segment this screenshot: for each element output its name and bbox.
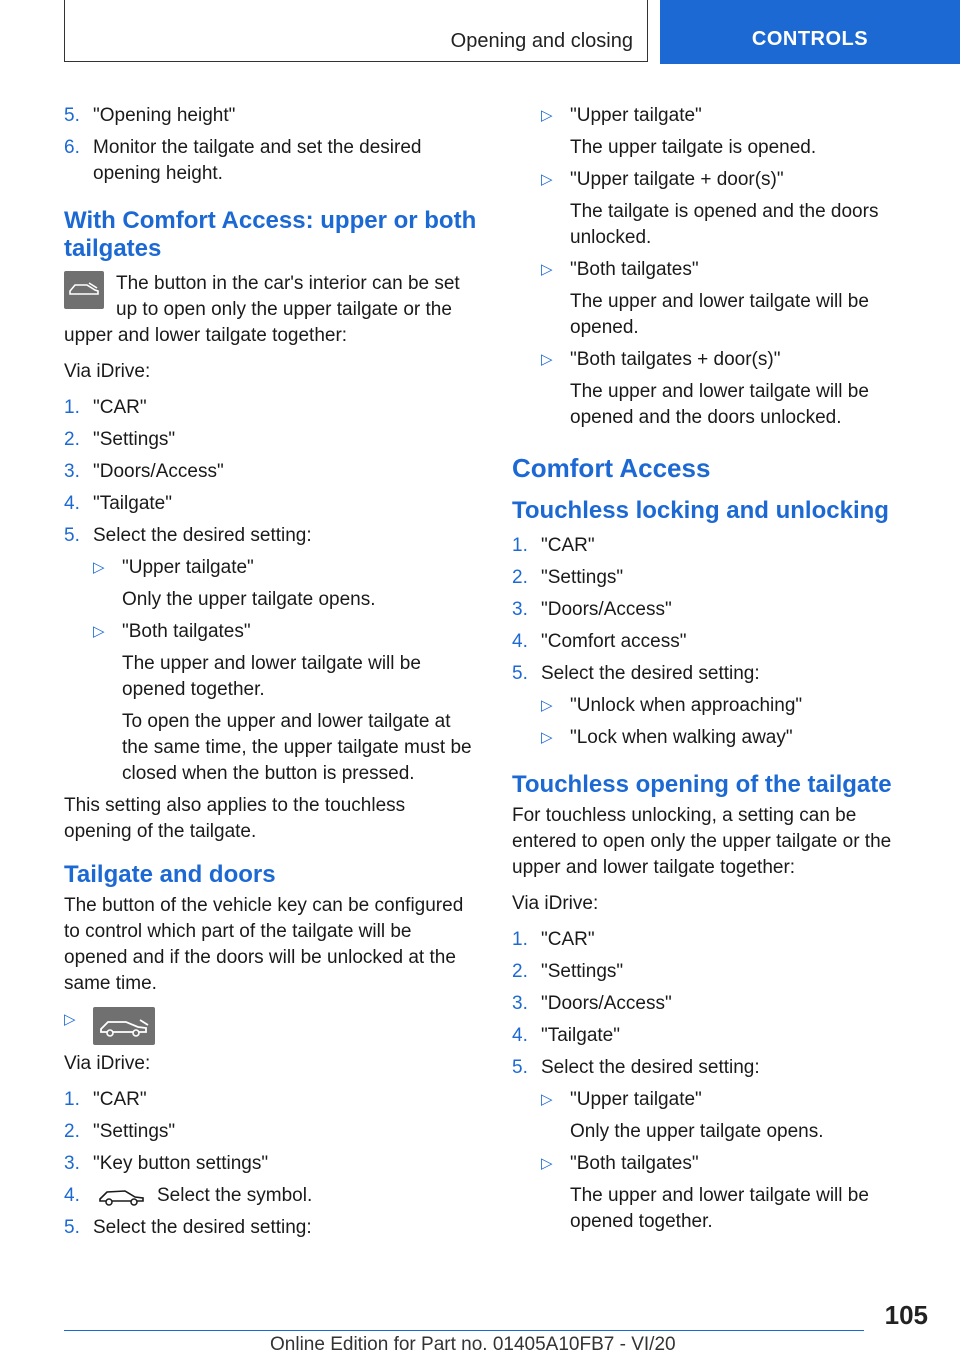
item-number: 2. bbox=[512, 961, 528, 982]
list-item bbox=[512, 565, 914, 591]
left-column bbox=[64, 103, 478, 1247]
item-number: 4. bbox=[512, 1025, 528, 1046]
item-number: 5. bbox=[512, 663, 528, 684]
list-item bbox=[512, 533, 914, 559]
header-frame bbox=[64, 0, 648, 62]
item-text: "CAR" bbox=[541, 535, 595, 556]
item-number: 3. bbox=[64, 1153, 80, 1174]
option-description: The upper and lower tailgate will be opened. bbox=[570, 291, 869, 338]
heading-tailgate-doors: Tailgate and doors bbox=[64, 861, 276, 888]
item-text: "Tailgate" bbox=[93, 493, 172, 514]
option-item bbox=[541, 347, 914, 373]
key-symbol-item bbox=[64, 1007, 478, 1045]
item-text: Select the symbol. bbox=[157, 1185, 313, 1206]
item-text: "Key button settings" bbox=[93, 1153, 269, 1174]
paragraph-text: The button in the car's interior can be set up to open only the upper tailgate or the upper and lower tailgate together: bbox=[64, 273, 460, 346]
list-item bbox=[64, 135, 478, 187]
option-text: "Both tailgates" bbox=[122, 621, 251, 642]
list-item bbox=[64, 491, 478, 517]
bullet-icon: ▷ bbox=[541, 171, 553, 188]
item-text: Select the desired setting: bbox=[541, 1057, 760, 1078]
option-text: "Both tailgates + door(s)" bbox=[570, 349, 781, 370]
heading-comfort-tailgates: With Comfort Access: upper or both tailgates bbox=[64, 207, 477, 262]
item-text: "Comfort access" bbox=[541, 631, 687, 652]
list-item bbox=[64, 523, 478, 549]
bullet-icon: ▷ bbox=[93, 559, 105, 576]
list-item bbox=[64, 1151, 478, 1177]
bullet-icon: ▷ bbox=[541, 1091, 553, 1108]
via-idrive-label: Via iDrive: bbox=[512, 893, 599, 914]
option-text: "Lock when walking away" bbox=[570, 727, 793, 748]
footer-divider bbox=[64, 1330, 864, 1331]
section-title: Opening and closing bbox=[450, 30, 633, 52]
item-text: "Doors/Access" bbox=[541, 993, 672, 1014]
item-text: "CAR" bbox=[93, 1089, 147, 1110]
footer-edition: Online Edition for Part no. 01405A10FB7 - VI/20 bbox=[270, 1334, 676, 1355]
option-text: "Unlock when approaching" bbox=[570, 695, 803, 716]
page-header bbox=[0, 0, 960, 64]
list-item bbox=[64, 1119, 478, 1145]
item-text: "Doors/Access" bbox=[541, 599, 672, 620]
option-description: The upper and lower tailgate will be opened together. bbox=[570, 1185, 869, 1232]
item-number: 1. bbox=[512, 929, 528, 950]
list-item bbox=[512, 661, 914, 687]
list-item bbox=[64, 1183, 478, 1209]
bullet-icon: ▷ bbox=[541, 729, 553, 746]
list-item bbox=[512, 927, 914, 953]
page-number: 105 bbox=[884, 1300, 928, 1330]
list-item bbox=[64, 1087, 478, 1113]
option-text: "Upper tailgate + door(s)" bbox=[570, 169, 784, 190]
bullet-icon: ▷ bbox=[541, 351, 553, 368]
heading-touchless-locking: Touchless locking and unlocking bbox=[512, 497, 889, 524]
item-number: 1. bbox=[64, 397, 80, 418]
item-text: "Settings" bbox=[541, 961, 624, 982]
list-item bbox=[512, 1055, 914, 1081]
list-item bbox=[512, 959, 914, 985]
option-text: "Upper tailgate" bbox=[570, 1089, 702, 1110]
car-key-tailgate-icon bbox=[93, 1007, 155, 1045]
item-number: 5. bbox=[64, 525, 80, 546]
list-item bbox=[512, 991, 914, 1017]
right-column bbox=[512, 103, 914, 1241]
list-item bbox=[64, 395, 478, 421]
item-number: 3. bbox=[512, 993, 528, 1014]
item-text: "Opening height" bbox=[93, 105, 236, 126]
paragraph-touchless-unlocking: For touchless unlocking, a setting can be entered to open only the upper tailgate or the upper and lower tailgate together: bbox=[512, 805, 892, 878]
bullet-icon: ▷ bbox=[541, 107, 553, 124]
heading-comfort-access: Comfort Access bbox=[512, 453, 711, 483]
option-item bbox=[541, 167, 914, 193]
via-idrive-label: Via iDrive: bbox=[64, 1053, 151, 1074]
paragraph-touchless: This setting also applies to the touchless opening of the tailgate. bbox=[64, 795, 406, 842]
paragraph-button-setting bbox=[64, 271, 478, 349]
bullet-icon: ▷ bbox=[541, 697, 553, 714]
item-text: Monitor the tailgate and set the desired opening height. bbox=[93, 137, 422, 184]
item-text: "Doors/Access" bbox=[93, 461, 224, 482]
list-item bbox=[512, 597, 914, 623]
item-number: 4. bbox=[512, 631, 528, 652]
option-item bbox=[541, 1087, 914, 1113]
option-text: "Upper tailgate" bbox=[122, 557, 254, 578]
list-item bbox=[64, 103, 478, 129]
list-item bbox=[64, 459, 478, 485]
via-idrive-label: Via iDrive: bbox=[64, 361, 151, 382]
option-item bbox=[541, 693, 914, 719]
item-number: 5. bbox=[512, 1057, 528, 1078]
item-number: 4. bbox=[64, 1185, 80, 1206]
option-description: Only the upper tailgate opens. bbox=[122, 589, 376, 610]
item-text: "Settings" bbox=[93, 1121, 176, 1142]
car-tailgate-icon bbox=[64, 271, 104, 309]
item-text: "Tailgate" bbox=[541, 1025, 620, 1046]
item-text: "CAR" bbox=[93, 397, 147, 418]
item-number: 3. bbox=[512, 599, 528, 620]
option-item bbox=[541, 257, 914, 283]
option-item bbox=[541, 725, 914, 751]
option-description: The upper and lower tailgate will be opened together. bbox=[122, 653, 421, 700]
list-item bbox=[512, 1023, 914, 1049]
item-number: 2. bbox=[64, 429, 80, 450]
bullet-icon: ▷ bbox=[64, 1011, 76, 1028]
chapter-tab-label: CONTROLS bbox=[751, 27, 869, 50]
item-text: Select the desired setting: bbox=[541, 663, 760, 684]
option-description: To open the upper and lower tailgate at the same time, the upper tailgate must be closed when the button is pressed. bbox=[122, 711, 472, 784]
option-description: Only the upper tailgate opens. bbox=[570, 1121, 824, 1142]
list-item bbox=[512, 629, 914, 655]
item-number: 2. bbox=[64, 1121, 80, 1142]
item-text: "CAR" bbox=[541, 929, 595, 950]
item-number: 1. bbox=[512, 535, 528, 556]
item-text: "Settings" bbox=[93, 429, 176, 450]
heading-touchless-opening: Touchless opening of the tailgate bbox=[512, 771, 892, 798]
item-number: 5. bbox=[64, 1217, 80, 1238]
item-number: 4. bbox=[64, 493, 80, 514]
bullet-icon: ▷ bbox=[93, 623, 105, 640]
option-description: The upper and lower tailgate will be opened and the doors unlocked. bbox=[570, 381, 869, 428]
item-text: Select the desired setting: bbox=[93, 525, 312, 546]
item-text: "Settings" bbox=[541, 567, 624, 588]
item-number: 3. bbox=[64, 461, 80, 482]
list-item bbox=[64, 1215, 478, 1241]
option-text: "Upper tailgate" bbox=[570, 105, 702, 126]
option-item bbox=[541, 103, 914, 129]
option-description: The tailgate is opened and the doors unlocked. bbox=[570, 201, 879, 248]
option-item bbox=[93, 619, 478, 645]
item-number: 1. bbox=[64, 1089, 80, 1110]
paragraph-key-button: The button of the vehicle key can be configured to control which part of the tailgate will be opened and if the doors will be unlocked at the same time. bbox=[64, 895, 464, 994]
bullet-icon: ▷ bbox=[541, 261, 553, 278]
option-item bbox=[93, 555, 478, 581]
list-item bbox=[64, 427, 478, 453]
option-text: "Both tailgates" bbox=[570, 1153, 699, 1174]
car-outline-icon bbox=[97, 1185, 147, 1207]
option-text: "Both tailgates" bbox=[570, 259, 699, 280]
option-description: The upper tailgate is opened. bbox=[570, 137, 817, 158]
chapter-tab bbox=[660, 0, 960, 64]
bullet-icon: ▷ bbox=[541, 1155, 553, 1172]
item-number: 5. bbox=[64, 105, 80, 126]
item-number: 2. bbox=[512, 567, 528, 588]
item-text: Select the desired setting: bbox=[93, 1217, 312, 1238]
option-item bbox=[541, 1151, 914, 1177]
item-number: 6. bbox=[64, 137, 80, 158]
